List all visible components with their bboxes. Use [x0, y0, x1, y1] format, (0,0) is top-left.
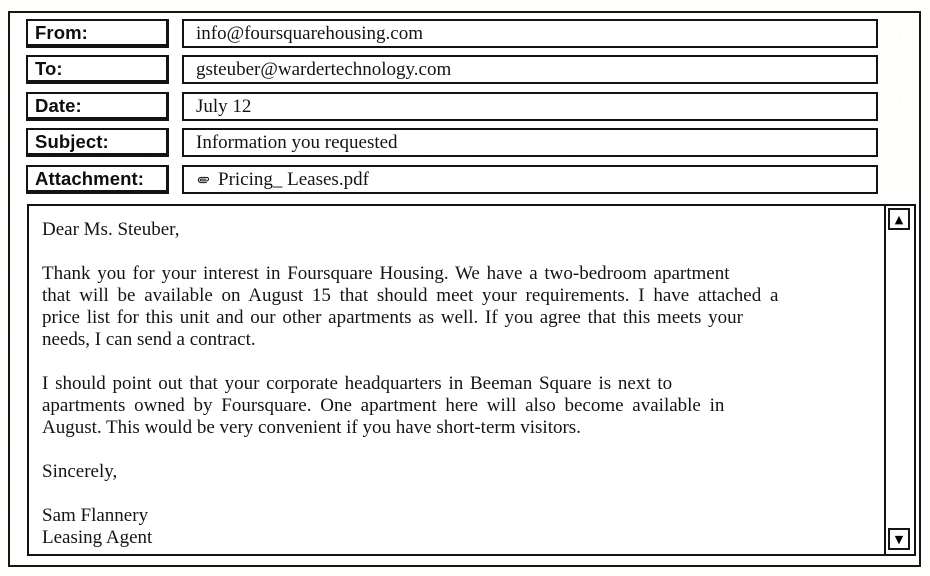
- field-row-to: [10, 55, 919, 84]
- body-line: Thank you for your interest in Foursquare Housing. We have a two-bedroom apartment: [42, 263, 730, 284]
- from-field[interactable]: [182, 19, 878, 48]
- subject-label: [26, 128, 169, 157]
- email-viewer: [8, 11, 921, 567]
- message-body-text[interactable]: [29, 206, 884, 554]
- paragraph-headquarters: [42, 373, 878, 439]
- signature-name: Sam Flannery: [42, 505, 149, 526]
- body-line: price list for this unit and our other apartments as well. If you agree that this meets your: [42, 307, 743, 328]
- field-row-subject: [10, 128, 919, 157]
- scroll-down-button[interactable]: [888, 528, 910, 550]
- closing-paragraph: [42, 461, 878, 483]
- paragraph-availability: [42, 263, 878, 351]
- body-line: August. This would be very convenient if you have short-term visitors.: [42, 417, 581, 438]
- body-line: needs, I can send a contract.: [42, 329, 256, 350]
- scroll-up-button[interactable]: [888, 208, 910, 230]
- field-row-attachment: [10, 165, 919, 194]
- to-label-text: To:: [35, 57, 63, 79]
- subject-field[interactable]: [182, 128, 878, 157]
- from-label-text: From:: [35, 21, 88, 43]
- body-line: I should point out that your corporate headquarters in Beeman Square is next to: [42, 373, 673, 394]
- body-line: apartments owned by Foursquare. One apartment here will also become available in: [42, 395, 725, 416]
- field-row-date: [10, 92, 919, 121]
- signature-block: [42, 505, 878, 549]
- to-field[interactable]: [182, 55, 878, 84]
- attachment-label-text: Attachment:: [35, 167, 145, 189]
- field-row-from: [10, 19, 919, 48]
- message-body-panel: [27, 204, 916, 556]
- body-line: Sincerely,: [42, 461, 118, 482]
- subject-label-text: Subject:: [35, 130, 109, 152]
- to-field-value: gsteuber@wardertechnology.com: [196, 58, 452, 80]
- signature-title: Leasing Agent: [42, 527, 153, 548]
- body-line: Dear Ms. Steuber,: [42, 219, 180, 240]
- date-field-value: July 12: [196, 95, 252, 117]
- attachment-file-name: Pricing_ Leases.pdf: [218, 168, 369, 190]
- date-field[interactable]: [182, 92, 878, 121]
- attachment-label: [26, 165, 169, 194]
- from-label: [26, 19, 169, 48]
- subject-field-value: Information you requested: [196, 131, 398, 153]
- vertical-scrollbar[interactable]: [884, 206, 914, 554]
- to-label: [26, 55, 169, 84]
- attachment-field[interactable]: [182, 165, 878, 194]
- from-field-value: info@foursquarehousing.com: [196, 22, 423, 44]
- date-label-text: Date:: [35, 94, 82, 116]
- date-label: [26, 92, 169, 121]
- paperclip-icon: [196, 170, 211, 190]
- greeting-paragraph: [42, 219, 878, 241]
- body-line: that will be available on August 15 that should meet your requirements. I have attached a: [42, 285, 779, 306]
- up-arrow-icon: ▲: [894, 212, 904, 226]
- down-arrow-icon: ▼: [894, 532, 904, 546]
